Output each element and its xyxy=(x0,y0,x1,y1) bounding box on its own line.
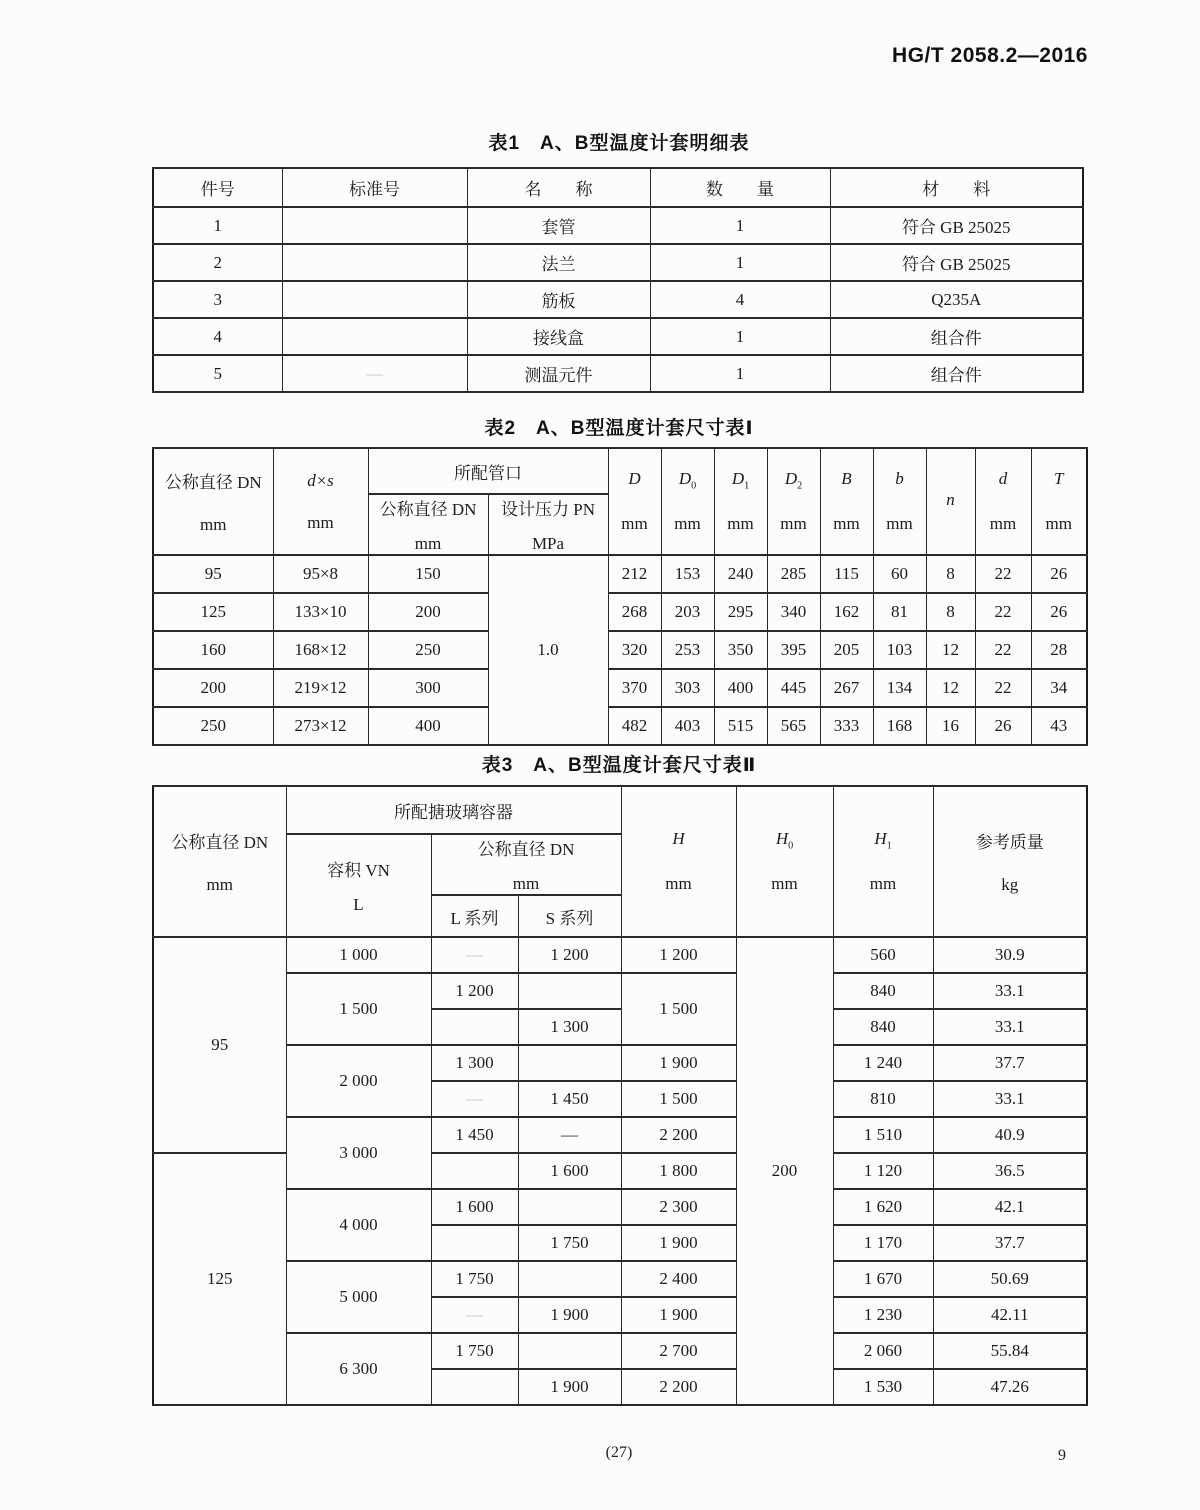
cell: 482 xyxy=(608,707,661,745)
table-row xyxy=(153,707,1087,745)
table-row xyxy=(153,669,1087,707)
column-header-group: 公称直径 DN mm xyxy=(431,834,621,895)
column-header: D mm xyxy=(608,448,661,555)
cell: 组合件 xyxy=(830,318,1083,355)
column-header: 标准号 xyxy=(282,168,467,207)
cell: 1 500 xyxy=(621,973,736,1045)
cell: 81 xyxy=(873,593,926,631)
cell: 333 xyxy=(820,707,873,745)
table-row xyxy=(153,244,1083,281)
cell: 134 xyxy=(873,669,926,707)
cell: 1 900 xyxy=(621,1297,736,1333)
cell: 筋板 xyxy=(467,281,650,318)
column-header: $D_1$ mm xyxy=(714,448,767,555)
cell: 1 900 xyxy=(621,1045,736,1081)
cell: 1 300 xyxy=(431,1045,518,1081)
cell: 1 450 xyxy=(431,1117,518,1153)
cell: 47.26 xyxy=(933,1369,1087,1405)
cell: 测温元件 xyxy=(467,355,650,392)
column-header-group: 所配搪玻璃容器 xyxy=(286,786,621,834)
cell: 840 xyxy=(833,1009,933,1045)
cell: 4 xyxy=(650,281,830,318)
cell: 组合件 xyxy=(830,355,1083,392)
column-header: $H_0$ mm xyxy=(736,786,833,937)
design-pressure-cell: 1.0 xyxy=(488,555,608,745)
column-header: H mm xyxy=(621,786,736,937)
cell: 法兰 xyxy=(467,244,650,281)
cell: 55.84 xyxy=(933,1333,1087,1369)
cell: 1 xyxy=(650,244,830,281)
footer-section-number: (27) xyxy=(605,1444,633,1461)
cell: 219×12 xyxy=(273,669,368,707)
cell: 1 500 xyxy=(286,973,431,1045)
table-row xyxy=(153,631,1087,669)
cell: 36.5 xyxy=(933,1153,1087,1189)
cell: 1 510 xyxy=(833,1117,933,1153)
cell: 125 xyxy=(153,593,273,631)
cell: 445 xyxy=(767,669,820,707)
dn-group-cell: 125 xyxy=(153,1153,286,1405)
column-header: $D_0$ mm xyxy=(661,448,714,555)
cell: 37.7 xyxy=(933,1045,1087,1081)
table-row xyxy=(153,318,1083,355)
cell: 1 750 xyxy=(431,1261,518,1297)
cell: 40.9 xyxy=(933,1117,1087,1153)
cell: 250 xyxy=(153,707,273,745)
cell: 267 xyxy=(820,669,873,707)
column-header: 件号 xyxy=(153,168,282,207)
cell: 840 xyxy=(833,973,933,1009)
cell: 1 600 xyxy=(431,1189,518,1225)
table-row xyxy=(153,937,1087,973)
column-header: d×s mm xyxy=(273,448,368,555)
cell: 115 xyxy=(820,555,873,593)
cell: 6 300 xyxy=(286,1333,431,1405)
table-header-row xyxy=(153,448,1087,494)
cell: 1 450 xyxy=(518,1081,621,1117)
cell: 2 200 xyxy=(621,1369,736,1405)
column-header: T mm xyxy=(1031,448,1087,555)
cell: 103 xyxy=(873,631,926,669)
cell: 42.1 xyxy=(933,1189,1087,1225)
cell: 285 xyxy=(767,555,820,593)
cell: 16 xyxy=(926,707,975,745)
cell: 1 600 xyxy=(518,1153,621,1189)
cell xyxy=(431,1369,518,1405)
table1-title: 表1 A、B型温度计套明细表 xyxy=(488,133,750,154)
column-header: 公称直径 DN mm xyxy=(153,786,286,937)
cell: 253 xyxy=(661,631,714,669)
cell: 5 000 xyxy=(286,1261,431,1333)
column-header: S 系列 xyxy=(518,895,621,937)
table3-dimensions-2 xyxy=(152,785,1088,1406)
cell: 403 xyxy=(661,707,714,745)
cell: 26 xyxy=(975,707,1031,745)
cell: 8 xyxy=(926,555,975,593)
cell: 2 700 xyxy=(621,1333,736,1369)
cell: 200 xyxy=(368,593,488,631)
cell: 22 xyxy=(975,593,1031,631)
cell: — xyxy=(431,937,518,973)
cell: — xyxy=(431,1081,518,1117)
cell: 400 xyxy=(714,669,767,707)
cell: 1 900 xyxy=(518,1369,621,1405)
cell: 30.9 xyxy=(933,937,1087,973)
cell: 1 670 xyxy=(833,1261,933,1297)
table-row xyxy=(153,281,1083,318)
cell: 340 xyxy=(767,593,820,631)
cell: 60 xyxy=(873,555,926,593)
cell: 1 200 xyxy=(621,937,736,973)
cell: 1 750 xyxy=(518,1225,621,1261)
column-header: 名 称 xyxy=(467,168,650,207)
cell xyxy=(431,1153,518,1189)
cell: 400 xyxy=(368,707,488,745)
column-header: 材 料 xyxy=(830,168,1083,207)
cell: 1 300 xyxy=(518,1009,621,1045)
column-header: 参考质量 kg xyxy=(933,786,1087,937)
table-header-row xyxy=(153,786,1087,834)
page-number: 9 xyxy=(1058,1447,1066,1464)
cell: 50.69 xyxy=(933,1261,1087,1297)
cell: 1 900 xyxy=(518,1297,621,1333)
cell: 接线盒 xyxy=(467,318,650,355)
table-row xyxy=(153,1117,1087,1153)
column-header: 设计压力 PN MPa xyxy=(488,494,608,555)
cell: 2 300 xyxy=(621,1189,736,1225)
cell: 320 xyxy=(608,631,661,669)
cell: 95×8 xyxy=(273,555,368,593)
cell xyxy=(282,318,467,355)
cell: 212 xyxy=(608,555,661,593)
cell: 3 000 xyxy=(286,1117,431,1189)
cell: 1 200 xyxy=(518,937,621,973)
cell: 268 xyxy=(608,593,661,631)
cell: 240 xyxy=(714,555,767,593)
cell: 26 xyxy=(1031,555,1087,593)
cell: 1 800 xyxy=(621,1153,736,1189)
cell: 1 500 xyxy=(621,1081,736,1117)
cell: 515 xyxy=(714,707,767,745)
cell: 2 xyxy=(153,244,282,281)
table-row xyxy=(153,593,1087,631)
cell: 205 xyxy=(820,631,873,669)
cell xyxy=(282,281,467,318)
cell: 168 xyxy=(873,707,926,745)
cell: 43 xyxy=(1031,707,1087,745)
cell: 8 xyxy=(926,593,975,631)
cell xyxy=(518,1261,621,1297)
column-header: n xyxy=(926,448,975,555)
cell: 4 000 xyxy=(286,1189,431,1261)
cell: 28 xyxy=(1031,631,1087,669)
cell: 1 900 xyxy=(621,1225,736,1261)
column-header: $D_2$ mm xyxy=(767,448,820,555)
cell: 1 530 xyxy=(833,1369,933,1405)
cell: 33.1 xyxy=(933,973,1087,1009)
table-header-row xyxy=(153,168,1083,207)
cell: 1 200 xyxy=(431,973,518,1009)
cell: 1 120 xyxy=(833,1153,933,1189)
cell: 565 xyxy=(767,707,820,745)
column-header-group: 所配管口 xyxy=(368,448,608,494)
cell: Q235A xyxy=(830,281,1083,318)
cell xyxy=(282,207,467,244)
cell: 168×12 xyxy=(273,631,368,669)
cell: 42.11 xyxy=(933,1297,1087,1333)
table-row xyxy=(153,1189,1087,1225)
cell: 22 xyxy=(975,669,1031,707)
cell: 273×12 xyxy=(273,707,368,745)
cell: 1 240 xyxy=(833,1045,933,1081)
cell: — xyxy=(282,355,467,392)
cell: 12 xyxy=(926,631,975,669)
cell: 37.7 xyxy=(933,1225,1087,1261)
cell xyxy=(518,1189,621,1225)
cell: 150 xyxy=(368,555,488,593)
cell: 133×10 xyxy=(273,593,368,631)
cell: 350 xyxy=(714,631,767,669)
cell: 1 000 xyxy=(286,937,431,973)
cell: 1 230 xyxy=(833,1297,933,1333)
cell: 符合 GB 25025 xyxy=(830,207,1083,244)
cell: 300 xyxy=(368,669,488,707)
table3-title: 表3 A、B型温度计套尺寸表Ⅱ xyxy=(481,755,757,776)
cell: 1 170 xyxy=(833,1225,933,1261)
column-header: B mm xyxy=(820,448,873,555)
cell: 34 xyxy=(1031,669,1087,707)
cell: 95 xyxy=(153,555,273,593)
cell: 162 xyxy=(820,593,873,631)
column-header: d mm xyxy=(975,448,1031,555)
table-row xyxy=(153,973,1087,1009)
cell: — xyxy=(431,1297,518,1333)
cell xyxy=(518,1333,621,1369)
table-row xyxy=(153,1045,1087,1081)
cell: 符合 GB 25025 xyxy=(830,244,1083,281)
h0-value-cell: 200 xyxy=(736,937,833,1405)
cell: 810 xyxy=(833,1081,933,1117)
column-header: 数 量 xyxy=(650,168,830,207)
cell xyxy=(518,1045,621,1081)
cell: 2 200 xyxy=(621,1117,736,1153)
doc-number: HG/T 2058.2—2016 xyxy=(892,44,1088,67)
cell: 4 xyxy=(153,318,282,355)
cell: 套管 xyxy=(467,207,650,244)
cell: 1 620 xyxy=(833,1189,933,1225)
cell: 5 xyxy=(153,355,282,392)
column-header: b mm xyxy=(873,448,926,555)
cell: 3 xyxy=(153,281,282,318)
cell: 26 xyxy=(1031,593,1087,631)
cell: 250 xyxy=(368,631,488,669)
cell: 1 xyxy=(650,318,830,355)
cell xyxy=(431,1225,518,1261)
column-header: L 系列 xyxy=(431,895,518,937)
cell xyxy=(282,244,467,281)
cell: 2 060 xyxy=(833,1333,933,1369)
column-header: 容积 VN L xyxy=(286,834,431,937)
table2-dimensions-1 xyxy=(152,447,1088,746)
cell: 2 400 xyxy=(621,1261,736,1297)
cell: 203 xyxy=(661,593,714,631)
table-row xyxy=(153,207,1083,244)
cell: — xyxy=(518,1117,621,1153)
table-row xyxy=(153,1333,1087,1369)
cell: 295 xyxy=(714,593,767,631)
cell: 1 750 xyxy=(431,1333,518,1369)
cell: 303 xyxy=(661,669,714,707)
cell: 160 xyxy=(153,631,273,669)
cell: 22 xyxy=(975,631,1031,669)
cell: 33.1 xyxy=(933,1081,1087,1117)
table2-title: 表2 A、B型温度计套尺寸表Ⅰ xyxy=(484,418,754,439)
cell: 560 xyxy=(833,937,933,973)
table-row xyxy=(153,1261,1087,1297)
cell: 33.1 xyxy=(933,1009,1087,1045)
cell: 1 xyxy=(153,207,282,244)
cell: 153 xyxy=(661,555,714,593)
dn-group-cell: 95 xyxy=(153,937,286,1153)
column-header: 公称直径 DN mm xyxy=(368,494,488,555)
cell xyxy=(431,1009,518,1045)
table-row xyxy=(153,555,1087,593)
cell: 395 xyxy=(767,631,820,669)
cell: 1 xyxy=(650,207,830,244)
cell: 22 xyxy=(975,555,1031,593)
cell: 200 xyxy=(153,669,273,707)
cell: 1 xyxy=(650,355,830,392)
table-row xyxy=(153,355,1083,392)
cell: 12 xyxy=(926,669,975,707)
column-header: $H_1$ mm xyxy=(833,786,933,937)
cell: 370 xyxy=(608,669,661,707)
column-header: 公称直径 DN mm xyxy=(153,448,273,555)
cell xyxy=(518,973,621,1009)
cell: 2 000 xyxy=(286,1045,431,1117)
table1-parts-list xyxy=(152,167,1084,393)
